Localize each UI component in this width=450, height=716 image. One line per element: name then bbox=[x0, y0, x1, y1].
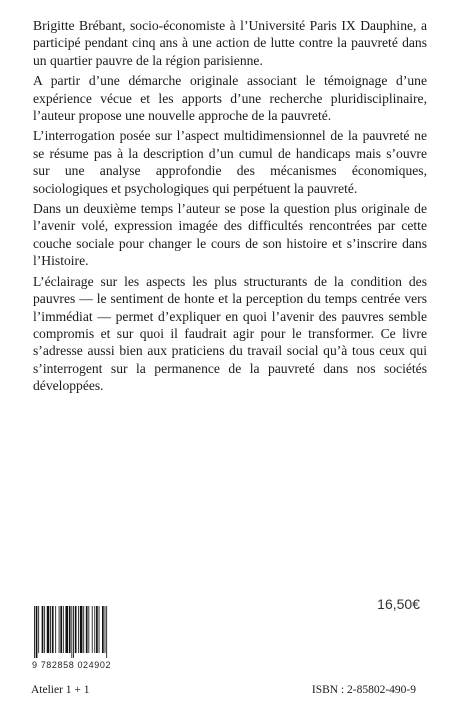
paragraph-conclusion: L’éclairage sur les aspects les plus structurants de la condition des pauvres — le sentiment de honte et la perception du temps centrée vers l’immédiat — permet d’expliquer en quoi l’avenir des pauvres semble compromis et sur quoi il faudrait agir pour le transformer. Ce livre s’adresse aussi bien aux praticiens du travail social qu’à tous ceux qui s’interrogent sur la permanence de la pauvreté dans nos sociétés développées. bbox=[33, 273, 427, 394]
collection-name: Atelier 1 + 1 bbox=[31, 684, 90, 696]
paragraph-stolen-future: Dans un deuxième temps l’auteur se pose la question plus originale de l’avenir volé, expression imagée des difficultés rencontrées par cette couche sociale pour changer le cours de son histoire et s’inscrire dans l’Histoire. bbox=[33, 201, 427, 269]
paragraph-interrogation: L’interrogation posée sur l’aspect multidimensionnel de la pauvreté ne se résume pas à la description d’un cumul de handicaps mais s’ouvre sur une analyse approfondie des mécanismes économiques, sociologiques et psychologiques qui perpétuent la pauvreté. bbox=[33, 128, 427, 196]
price-label: 16,50€ bbox=[377, 596, 420, 612]
paragraph-approach: A partir d’une démarche originale associant le témoignage d’une expérience vécue et les apports d’une recherche pluridisciplinaire, l’auteur propose une nouvelle approche de la pauvreté. bbox=[33, 73, 427, 124]
back-cover-text bbox=[33, 17, 427, 398]
paragraph-author-bio: Brigitte Brébant, socio-économiste à l’Université Paris IX Dauphine, a participé pendant cinq ans à une action de lutte contre la pauvreté dans un quartier pauvre de la région parisienne. bbox=[33, 18, 427, 68]
barcode bbox=[32, 606, 142, 666]
barcode-digits: 9 782858 024902 bbox=[32, 660, 112, 670]
barcode-bars bbox=[32, 606, 142, 658]
isbn-number: ISBN : 2-85802-490-9 bbox=[311, 684, 416, 696]
